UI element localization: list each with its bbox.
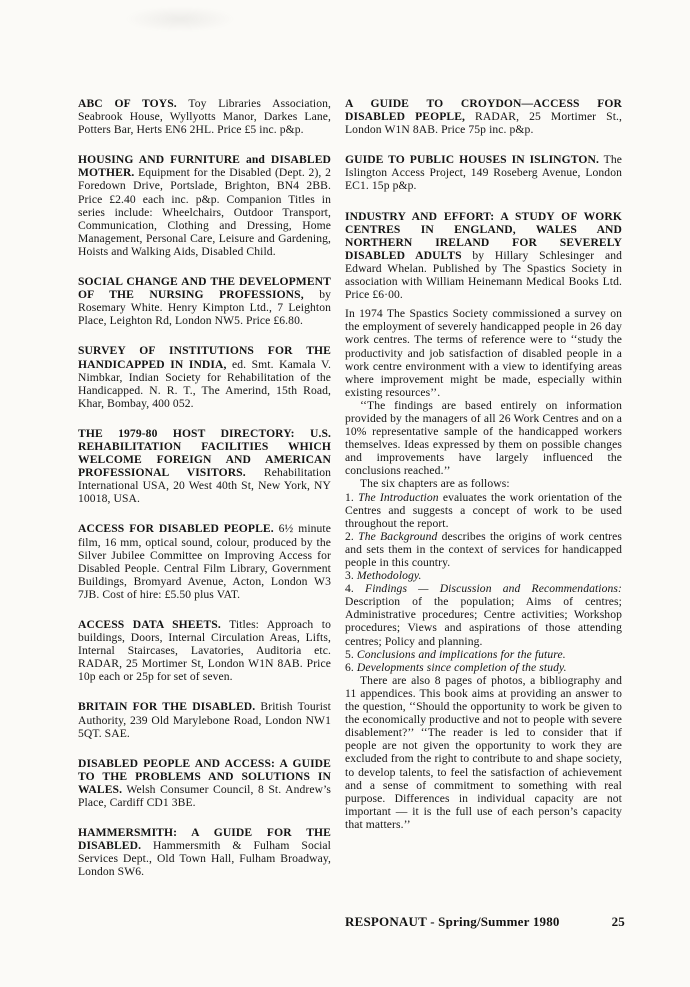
text-run: 2.	[345, 529, 359, 543]
review-paragraph	[345, 661, 622, 674]
page-footer	[345, 914, 626, 930]
publication-entry: ABC OF TOYS. Toy Libraries Association, Seabrook House, Wyllyotts Manor, Darkes Lane, Potters Bar, Herts EN6 2HL. Price £5 inc. p&p.	[78, 97, 331, 137]
italic-text-run: Findings — Discussion and Recommendations:	[365, 582, 622, 596]
publication-entry: ACCESS FOR DISABLED PEOPLE. 6½ minute film, 16 mm, optical sound, colour, produced by the Silver Jubilee Committee on Improving Access for Disabled People. Central Film Library, Government Buildings, Bromyard Avenue, Acton, London W3 7JB. Cost of hire: £5.50 plus VAT.	[78, 522, 332, 601]
text-run: 4.	[345, 582, 366, 596]
publication-title: ABC OF TOYS.	[78, 97, 177, 110]
text-run: 3.	[345, 569, 357, 583]
text-run: 5.	[345, 647, 357, 661]
publication-entry: BRITAIN FOR THE DISABLED. British Tourist Authority, 239 Old Marylebone Road, London NW1 5QT. SAE.	[78, 700, 331, 740]
text-run: 1.	[345, 490, 359, 504]
journal-title: RESPONAUT - Spring/Summer 1980	[345, 914, 560, 929]
italic-text-run: Developments since completion of the study.	[356, 660, 567, 674]
right-column	[345, 97, 622, 831]
page-number: 25	[611, 914, 625, 929]
publication-entry: HOUSING AND FURNITURE and DISABLED MOTHER. Equipment for the Disabled (Dept. 2), 2 Foredown Drive, Portslade, Brighton, BN4 2BB. Price £2.40 each inc. p&p. Companion Titles in series include: Wheelchairs, Outdoor Transport, Communication, Clothing and Dressing, Home Management, Personal Care, Leisure and Gardening, Hoists and Walking Aids, Disabled Child.	[78, 153, 331, 258]
review-paragraph	[345, 582, 622, 647]
italic-text-run: Methodology.	[356, 569, 422, 583]
publication-title: SURVEY OF INSTITUTIONS FOR THE HANDICAPPED IN INDIA,	[78, 344, 331, 371]
text-run: There are also 8 pages of photos, a bibliography and 11 appendices. This book aims at providing an answer to the question, ‘‘Should the opportunity to work be given to the economically productive and not to people with severe disablement?’’ ‘‘The reader is led to consider that if people are not given the opportunity to work they are excluded from the right to contribute to and shape society, to develop talents, to feel the satisfaction of achievement and a sense of commitment to something with real purpose. Differences in individual capacity are not important — it is the full use of each person’s capacity that matters.’’	[345, 673, 622, 831]
left-column	[78, 97, 331, 896]
publication-entry: A GUIDE TO CROYDON—ACCESS FOR DISABLED PEOPLE, RADAR, 25 Mortimer St., London W1N 8AB. Price 75p inc. p&p.	[345, 97, 623, 137]
publication-title: INDUSTRY AND EFFORT: A STUDY OF WORK CENTRES IN ENGLAND, WALES AND NORTHERN IRELAND FOR SEVERELY DISABLED ADULTS	[345, 209, 622, 262]
publication-title: A GUIDE TO CROYDON—ACCESS FOR DISABLED PEOPLE,	[345, 97, 622, 124]
text-run: describes the origins of work centres and sets them in the context of services for handicapped people in this country.	[345, 529, 622, 569]
text-run: Description of the population; Aims of centres; Administrative procedures; Centre activities; Workshop procedures; Views and aspirations of those attending centres; Policy and planning.	[345, 595, 622, 648]
text-run: The six chapters are as follows:	[360, 477, 510, 491]
publication-title: SOCIAL CHANGE AND THE DEVELOPMENT OF THE NURSING PROFESSIONS,	[78, 275, 331, 302]
publication-entry: THE 1979-80 HOST DIRECTORY: U.S. REHABILITATION FACILITIES WHICH WELCOME FOREIGN AND AMERICAN PROFESSIONAL VISITORS. Rehabilitation International USA, 20 West 40th St, New York, NY 10018, USA.	[78, 426, 331, 506]
publication-entry: ACCESS DATA SHEETS. Titles: Approach to buildings, Doors, Internal Circulation Areas, Lifts, Internal Staircases, Lavatories, Auditoria etc. RADAR, 25 Mortimer St, London W1N 8AB. Price 10p each or 25p for set of seven.	[78, 618, 331, 684]
scan-smudge-artifact	[125, 6, 235, 32]
publication-title: BRITAIN FOR THE DISABLED.	[78, 700, 256, 714]
review-heading-entry: INDUSTRY AND EFFORT: A STUDY OF WORK CENTRES IN ENGLAND, WALES AND NORTHERN IRELAND FOR SEVERELY DISABLED ADULTS by Hillary Schlesinger and Edward Whelan. Published by The Spastics Society in association with William Heinemann Medical Books Ltd. Price £6·00.	[345, 209, 622, 302]
review-paragraph	[345, 569, 622, 582]
review-paragraph	[345, 399, 622, 478]
publication-title: HAMMERSMITH: A GUIDE FOR THE DISABLED.	[78, 826, 331, 853]
publication-title: DISABLED PEOPLE AND ACCESS: A GUIDE TO THE PROBLEMS AND SOLUTIONS IN WALES.	[78, 756, 331, 796]
review-paragraph	[345, 648, 622, 661]
italic-text-run: Conclusions and implications for the future.	[356, 647, 566, 661]
publication-title: HOUSING AND FURNITURE and DISABLED MOTHER.	[78, 153, 331, 180]
publication-entry: SURVEY OF INSTITUTIONS FOR THE HANDICAPPED IN INDIA, ed. Smt. Kamala V. Nimbkar, Indian Society for Rehabilitation of the Handicapped. N. R. T., The Amerind, 15th Road, Khar, Bombay, 400 052.	[78, 344, 331, 410]
text-run: ‘‘The findings are based entirely on information provided by the managers of all 26 Work Centres and on a 10% representative sample of the handicapped workers themselves. Ideas expressed by them on possible changes and improvements have largely influenced the conclusions reached.’’	[345, 398, 622, 478]
publication-entry: DISABLED PEOPLE AND ACCESS: A GUIDE TO THE PROBLEMS AND SOLUTIONS IN WALES. Welsh Consumer Council, 8 St. Andrew’s Place, Cardiff CD1 3BE.	[78, 756, 331, 810]
publication-title: THE 1979-80 HOST DIRECTORY: U.S. REHABILITATION FACILITIES WHICH WELCOME FOREIGN AND AMERICAN PROFESSIONAL VISITORS.	[78, 426, 331, 480]
text-run: evaluates the work orientation of the Centres and suggests a concept of work to be used throughout the report.	[345, 490, 622, 530]
publication-entry: HAMMERSMITH: A GUIDE FOR THE DISABLED. Hammersmith & Fulham Social Services Dept., Old Town Hall, Fulham Broadway, London SW6.	[78, 826, 331, 879]
review-paragraph	[345, 530, 622, 569]
publication-title: ACCESS FOR DISABLED PEOPLE.	[78, 522, 274, 536]
publication-title: ACCESS DATA SHEETS.	[78, 618, 221, 631]
review-paragraph	[345, 491, 622, 530]
publication-entry: SOCIAL CHANGE AND THE DEVELOPMENT OF THE NURSING PROFESSIONS, by Rosemary White. Henry Kimpton Ltd., 7 Leighton Place, Leighton Rd, London NW5. Price £6.80.	[78, 275, 331, 328]
publication-title: GUIDE TO PUBLIC HOUSES IN ISLINGTON.	[345, 153, 599, 167]
review-paragraph	[345, 477, 622, 490]
review-paragraph	[345, 307, 622, 399]
text-run: 6.	[345, 660, 357, 674]
italic-text-run: The Introduction	[358, 490, 439, 504]
publication-entry: GUIDE TO PUBLIC HOUSES IN ISLINGTON. The Islington Access Project, 149 Roseberg Avenue, London EC1. 15p p&p.	[345, 153, 622, 193]
text-run: In 1974 The Spastics Society commissioned a survey on the employment of severely handicapped people in 26 day work centres. The terms of reference were to ‘‘study the productivity and job satisfaction of disabled people in a work centre environment with a view to identifying areas where improvement might be made, especially within existing resources’’.	[345, 307, 622, 399]
review-paragraph	[345, 674, 622, 831]
italic-text-run: The Background	[358, 529, 438, 543]
